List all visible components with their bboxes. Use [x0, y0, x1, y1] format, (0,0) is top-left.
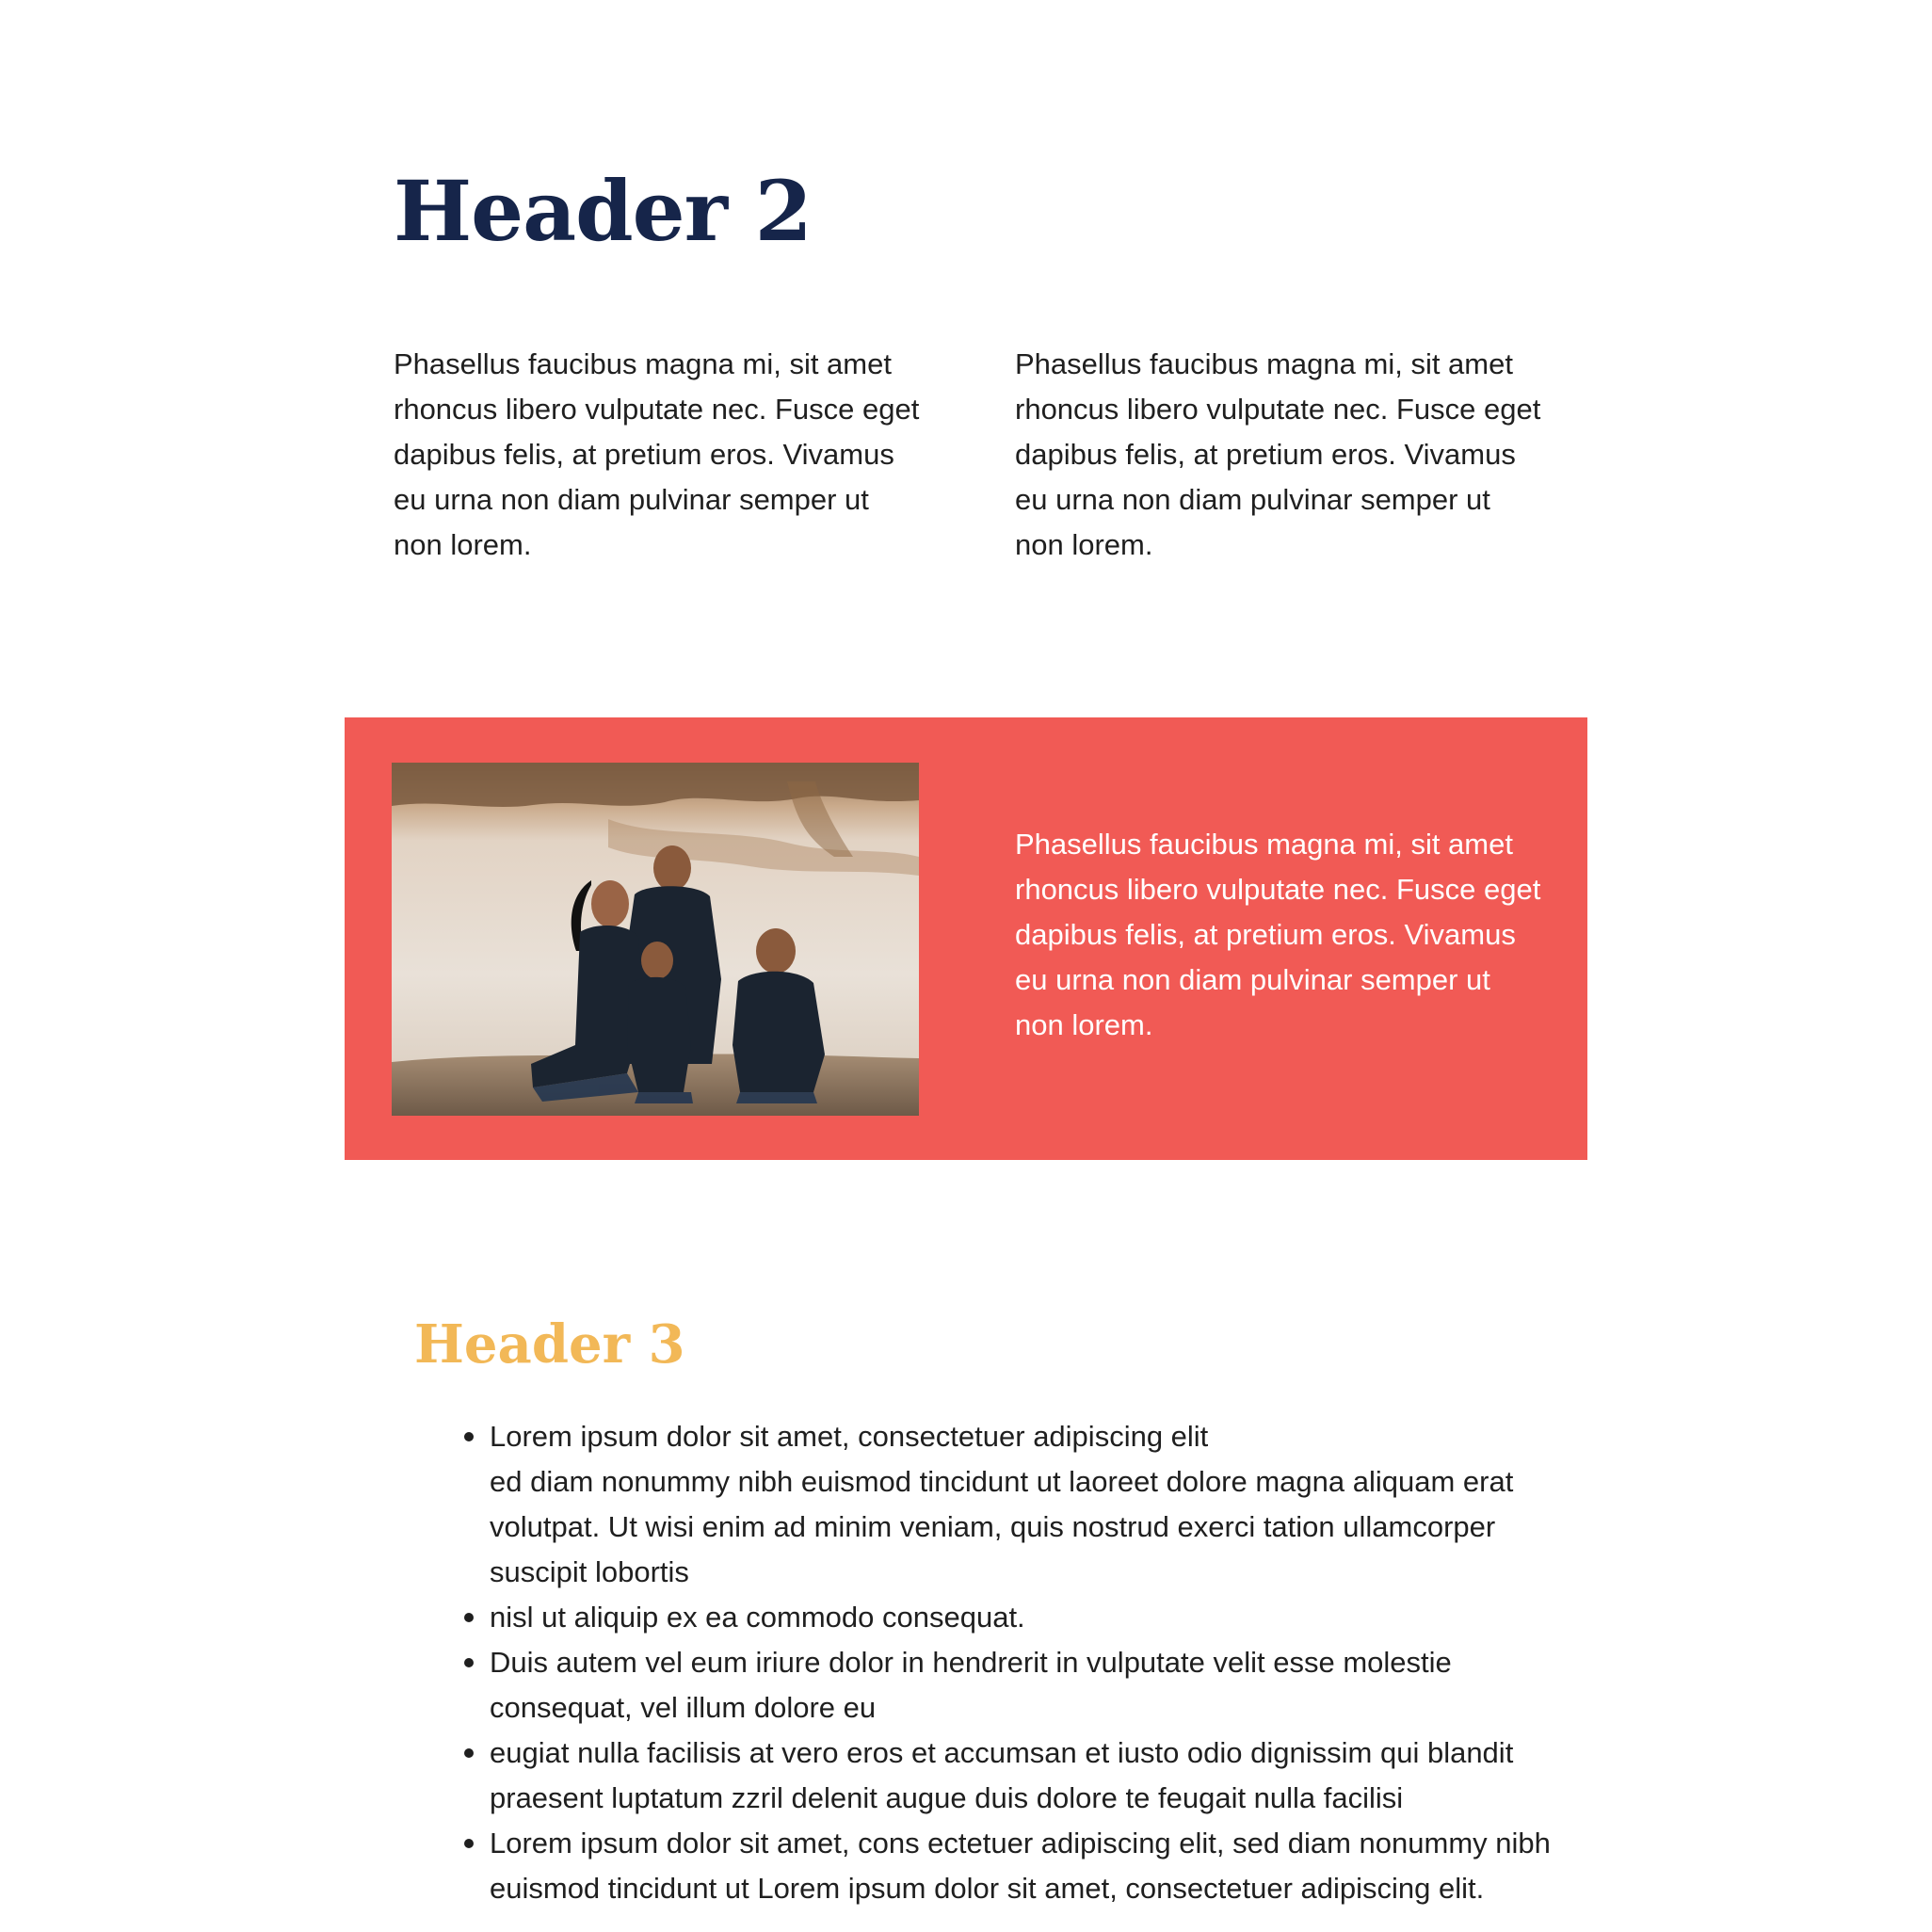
- intro-column-left: Phasellus faucibus magna mi, sit amet rhoncus libero vulputate nec. Fusce eget dapibus felis, at pretium eros. Vivamus eu urna non diam pulvinar semper ut non lorem.: [394, 347, 920, 561]
- list-item-continuation: ed diam nonummy nibh euismod tincidunt ut laoreet dolore magna aliquam erat volutpat. Ut wisi enim ad minim veniam, quis nostrud exerci tation ullamcorper suscipit lobortis: [490, 1465, 1514, 1588]
- list-item: [490, 1731, 1563, 1821]
- list-item-text: Duis autem vel eum iriure dolor in hendrerit in vulputate velit esse molestie consequat, vel illum dolore eu: [490, 1646, 1452, 1724]
- family-photo: [392, 763, 919, 1116]
- list-item-text: Lorem ipsum dolor sit amet, cons ectetuer adipiscing elit, sed diam nonummy nibh euismod tincidunt ut Lorem ipsum dolor sit amet, consectetuer adipiscing elit.: [490, 1827, 1551, 1905]
- list-item: [490, 1640, 1563, 1731]
- list-item: [490, 1414, 1563, 1595]
- list-item: [490, 1821, 1563, 1911]
- list-item-text: nisl ut aliquip ex ea commodo consequat.: [490, 1601, 1025, 1634]
- feature-text: Phasellus faucibus magna mi, sit amet rhoncus libero vulputate nec. Fusce eget dapibus felis, at pretium eros. Vivamus eu urna non diam pulvinar semper ut non lorem.: [1015, 828, 1541, 1041]
- page-title: Header 2: [394, 162, 812, 260]
- list-item-text: eugiat nulla facilisis at vero eros et accumsan et iusto odio dignissim qui blandit praesent luptatum zzril delenit augue duis dolore te feugait nulla facilisi: [490, 1736, 1514, 1814]
- list-item: [490, 1595, 1563, 1640]
- list-item-text: Lorem ipsum dolor sit amet, consectetuer adipiscing elit: [490, 1420, 1209, 1453]
- intro-column-right: Phasellus faucibus magna mi, sit amet rhoncus libero vulputate nec. Fusce eget dapibus felis, at pretium eros. Vivamus eu urna non diam pulvinar semper ut non lorem.: [1015, 347, 1541, 561]
- section-title: Header 3: [414, 1313, 685, 1376]
- bullet-list: [490, 1414, 1563, 1911]
- feature-band: [345, 717, 1587, 1160]
